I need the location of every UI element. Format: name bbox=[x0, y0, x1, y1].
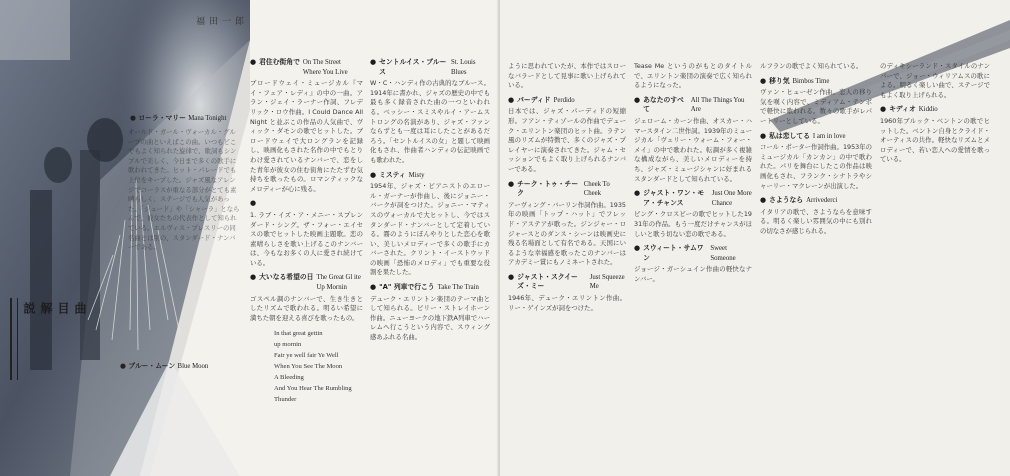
text-column-5 bbox=[760, 62, 872, 467]
section-title-text: 曲目解説 bbox=[22, 302, 87, 318]
song-entry bbox=[634, 62, 752, 91]
song-entry bbox=[370, 58, 490, 166]
song-heading: ● ミスティ Misty bbox=[370, 170, 425, 179]
song-entry bbox=[250, 273, 363, 323]
song-heading: ● 大いなる希望の日 The Great Gl ite Up Mornin bbox=[250, 273, 361, 292]
song-heading: ● セントルイス・ブルース St. Louis Blues bbox=[370, 58, 478, 76]
song-entry bbox=[760, 132, 872, 192]
title-rule bbox=[10, 298, 18, 380]
song-heading: ● スウィート・サムワン Sweet Someone bbox=[634, 244, 736, 262]
song-heading: ● あなたのすべて All The Things You Are bbox=[634, 95, 746, 114]
song-heading: ● さようなら Arrivederci bbox=[760, 196, 838, 205]
text-column-3 bbox=[508, 62, 626, 467]
text-column-1 bbox=[250, 58, 363, 468]
song-description: ジョージ・ガーシュイン作曲の軽快なナンバー。 bbox=[634, 265, 752, 283]
song-description: ジェローム・カーン作曲、オスカー・ハマースタイン二世作詞。1939年のミュージカル「ヴェリー・ウォーム・フォー・メイ」の中で歌われた。転調が多く複雑な構成ながら、美しいメロディーを持ち、ジャズ・ミュージシャンに好まれるスタンダードとして知られている。 bbox=[634, 116, 752, 183]
text-column-6 bbox=[880, 62, 990, 467]
song-heading: ● チーク・トゥ・チーク Cheek To Cheek bbox=[508, 179, 612, 198]
text-column-2 bbox=[370, 58, 490, 468]
song-entry bbox=[508, 180, 626, 268]
song-entry bbox=[760, 62, 872, 72]
song-heading: ● 私は恋してる I am in love bbox=[760, 131, 846, 140]
song-entry bbox=[508, 62, 626, 91]
song-description: 日本では、ジャズ・パーディドの短縮形。フアン・ティゾールの作曲でデューク・エリントン楽団のヒット曲。ラテン風のリズムが特徴で、多くのジャズ・プレイヤーに演奏されてきた。ジャム・セッションでもよく取り上げられるナンバーである。 bbox=[508, 107, 626, 173]
right-page bbox=[500, 0, 1000, 476]
song-entry bbox=[370, 283, 490, 343]
song-description: 1954年、ジャズ・ピアニストのエロール・ガーナーが作曲し、後にジョニー・バークが詞をつけた。ジョニー・マティスのヴォーカルで大ヒットし、今ではスタンダード・ナンバーとして定着している。霧のようにぼんやりとした恋心を歌い、美しいメロディーで多くの歌手にカバーされた。クリント・イーストウッドの映画「恐怖のメロディ」でも重要な役割を果たした。 bbox=[370, 182, 490, 277]
song-description: ブロードウェイ・ミュージカル『マイ・フェア・レディ』の中の一曲。アラン・ジェイ・ラーナー作詞、フレデリック・ロウ作曲。I Could Dance All Night と並ぶこの作品の人気曲で、ヴィック・ダモンの歌でヒットした。ブロードウェイで大ロングランを記録し、映画化もされた名作の中でもとりわけ愛されているナンバーで、恋をした青年が彼女の住む街角にたたずむ気持ちを歌ったもの。ロマンティックなメロディーが心に残る。 bbox=[250, 79, 363, 193]
song-description: 1. ラブ・イズ・ア・メニー・スプレンダード・シング。ザ・フォー・エイセスの歌でヒットした映画主題歌。恋の素晴らしさを歌い上げるこのナンバーは、今もなお多くの人に愛され続けている。 bbox=[250, 210, 363, 267]
song-heading: ● 移り気 Bimbos Time bbox=[760, 76, 830, 85]
song-description: イタリアの歌で、さようならを意味する。明るく楽しい雰囲気の中にも別れの切なさが感じられる。 bbox=[760, 207, 872, 235]
song-entry bbox=[760, 77, 872, 127]
song-heading: ● パーディド Perdido bbox=[508, 95, 575, 104]
song-description: ゴスペル調のナンバーで、生き生きとしたリズムで歌われる。明るい希望に満ちた朝を迎える喜びを歌ったもの。 bbox=[250, 294, 363, 322]
photo-entry-heading-2: ● ブルー・ムーン Blue Moon bbox=[120, 362, 209, 370]
left-page bbox=[0, 0, 500, 476]
song-entry bbox=[508, 96, 626, 175]
song-entry bbox=[250, 199, 363, 268]
song-heading: ● ジャスト・ワン・モア・チャンス Just One More Chance bbox=[634, 189, 754, 207]
song-entry bbox=[760, 196, 872, 236]
song-entry bbox=[250, 58, 363, 194]
song-description: のディキシーランド・スタイルのナンバーで、ジョー・ウィリアムスの歌による。明るく楽しい曲で、ステージでもよく取り上げられる。 bbox=[880, 62, 990, 99]
song-entry bbox=[634, 189, 752, 239]
song-entry bbox=[880, 62, 990, 100]
song-lyric: In that great gettin up mornin Fair ye well fair Ye Well When You See The Moon A Bleeding And You Hear The Rumbling Thunder bbox=[274, 330, 352, 404]
text-column-4 bbox=[634, 62, 752, 467]
song-description: ルフランの歌でよく知られている。 bbox=[760, 62, 863, 70]
song-entry bbox=[880, 105, 990, 165]
photo-overlay-text: オールド・ガール・ヴォーカル・グループの曲といえばこの曲。いつもどこでもよく知られた旋律で、歌詞もシンプルで美しく、今日まで多くの歌手に歌われてきた。ヒット・パレードでも上位をキープした。ジャズ風なアレンジでコーラスが重なる部分がとても素晴らしく、ステージでも人気があった。「ジュード」や「シャーラ」とならんで、彼女たちの代表作として知られている。エルヴィス・プレスリーの同名曲とは別の、スタンダード・ナンバーである。 bbox=[128, 128, 240, 252]
song-entry bbox=[370, 171, 490, 279]
author-name: 福田一郎 bbox=[196, 17, 249, 27]
song-heading: ● bbox=[250, 199, 257, 208]
photo-entry-heading: ● ローラ・マリー Mana Tonight bbox=[130, 114, 227, 122]
song-description: コール・ポーター作詞作曲。1953年のミュージカル「カンカン」の中で歌われた。パリを舞台にしたこの作品は映画化もされ、フランク・シナトラやシャーリー・マクレーンが出演した。 bbox=[760, 143, 872, 190]
song-description: ように思われていたが、本作ではスローなバラードとして見事に歌い上げられている。 bbox=[508, 62, 626, 90]
song-description: 1946年、デューク・エリントン作曲。リー・ゲインズが詞をつけた。 bbox=[508, 294, 626, 312]
song-entry bbox=[508, 273, 626, 313]
song-heading: ● キディオ Kiddio bbox=[880, 105, 938, 114]
song-heading: ● "A" 列車で行こう Take The Train bbox=[370, 283, 479, 292]
song-description: Tease Me というのがもとのタイトルで、エリントン楽団の演奏で広く知られるようになった。 bbox=[634, 62, 752, 90]
song-entry bbox=[634, 244, 752, 284]
song-heading: ● ジャスト・スクイーズ・ミー Just Squeeze Me bbox=[508, 272, 627, 291]
song-description: 1960年ブルック・ベントンの歌でヒットした。ベントン自身とクライド・オーティスの共作。軽快なリズムとメロディーで、若い恋人への愛情を歌っている。 bbox=[880, 116, 990, 164]
song-description: ヴァン・ヒューゼン作曲。恋人の移り気を嘆く内容で、ミディアム・テンポで軽快に歌われる。数々の歌手がレパートリーとしている。 bbox=[760, 88, 872, 125]
song-entry bbox=[634, 96, 752, 184]
song-description: デューク・エリントン楽団のテーマ曲として知られる。ビリー・ストレイホーン作曲。ニューヨークの地下鉄A列車でハーレムへ行こうという内容で、スウィング感あふれる名曲。 bbox=[370, 294, 490, 342]
song-description: ビング・クロスビーの歌でヒットした1931年の作品。もう一度だけチャンスがほしいと歌う切ない恋の歌である。 bbox=[634, 210, 752, 238]
song-description: W・C・ハンディ作の古典的なブルース。1914年に書かれ、ジャズの歴史の中でも最も多く録音された曲の一つといわれる。ベッシー・スミスやルイ・アームストロングの名演があり、ジャズ・ファンならずとも一度は耳にしたことがあるだろう。「セントルイスの女」と題して映画化もされ、作曲者ハンディの伝記映画でも歌われた。 bbox=[370, 79, 490, 164]
song-description: アーヴィング・バーリン作詞作曲。1935年の映画「トップ・ハット」でフレッド・アステアが歌った。ジンジャー・ロジャースとのダンス・シーンは映画史に残る名場面として有名である。天国にいるような幸福感を歌ったこのナンバーはアカデミー賞にもノミネートされた。 bbox=[508, 200, 626, 267]
song-heading: ● 君住む街角で On The Street Where You Live bbox=[250, 58, 348, 76]
